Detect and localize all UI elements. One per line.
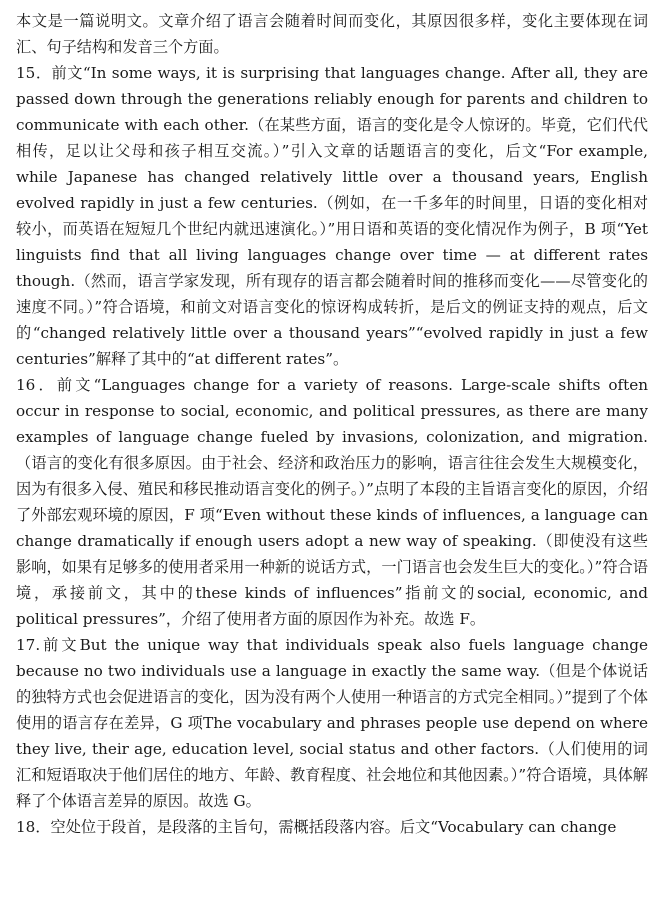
question-number: 18． bbox=[16, 818, 51, 836]
explanation-text: 空处位于段首，是段落的主旨句，需概括段落内容。后文“Vocabulary can change bbox=[50, 818, 617, 836]
answer-explanation-page bbox=[16, 8, 648, 840]
question-number: 15． bbox=[16, 64, 52, 82]
explanation-text: 前文But the unique way that individuals speak also fuels language change because no two individuals use a language in exactly the same way.（但是个体说话的独特方式也会促进语言的变化，因为没有两个人使用一种语言的方式完全相同。）”提到了个体使用的语言存在差异，G 项The vocabulary and phrases people use depend on where they live, their age, education level, social status and other factors.（人们使用的词汇和短语取决于他们居住的地方、年龄、教育程度、社会地位和其他因素。）”符合语境，具体解释了个体语言差异的原因。故选 G。 bbox=[16, 636, 648, 810]
question-number: 17. bbox=[16, 636, 41, 654]
explanation-item-16 bbox=[16, 372, 648, 632]
explanation-item-17 bbox=[16, 632, 648, 814]
explanation-text: 前文“Languages change for a variety of reasons. Large-scale shifts often occur in response to social, economic, and political pressures, as there are many examples of language change fueled by invasions, colonization, and migration.（语言的变化有很多原因。由于社会、经济和政治压力的影响，语言往往会发生大规模变化，因为有很多入侵、殖民和移民推动语言变化的例子。）”点明了本段的主旨语言变化的原因，介绍了外部宏观环境的原因，F 项“Even without these kinds of influences, a language can change dramatically if enough users adopt a new way of speaking.（即使没有这些影响，如果有足够多的使用者采用一种新的说话方式，一门语言也会发生巨大的变化。）”符合语境，承接前文，其中的these kinds of influences”指前文的social, economic, and political pressures”，介绍了使用者方面的原因作为补充。故选 F。 bbox=[16, 376, 648, 628]
intro-paragraph: 本文是一篇说明文。文章介绍了语言会随着时间而变化，其原因很多样，变化主要体现在词汇、句子结构和发音三个方面。 bbox=[16, 12, 648, 56]
explanation-item-18 bbox=[16, 814, 648, 840]
explanation-text: 前文“In some ways, it is surprising that languages change. After all, they are passed down through the generations reliably enough for parents and children to communicate with each other.（在某些方面，语言的变化是令人惊讶的。毕竟，它们代代相传，足以让父母和孩子相互交流。）”引入文章的话题语言的变化，后文“For example, while Japanese has changed relatively little over a thousand years, English evolved rapidly in just a few centuries.（例如，在一千多年的时间里，日语的变化相对较小，而英语在短短几个世纪内就迅速演化。）”用日语和英语的变化情况作为例子，B 项“Yet linguists find that all living languages change over time — at different rates though.（然而，语言学家发现，所有现存的语言都会随着时间的推移而变化——尽管变化的速度不同。）”符合语境，和前文对语言变化的惊讶构成转折，是后文的例证支持的观点，后文的“changed relatively little over a thousand years”“evolved rapidly in just a few centuries”解释了其中的“at different rates”。 bbox=[16, 64, 648, 368]
explanation-item-15 bbox=[16, 60, 648, 372]
question-number: 16． bbox=[16, 376, 57, 394]
